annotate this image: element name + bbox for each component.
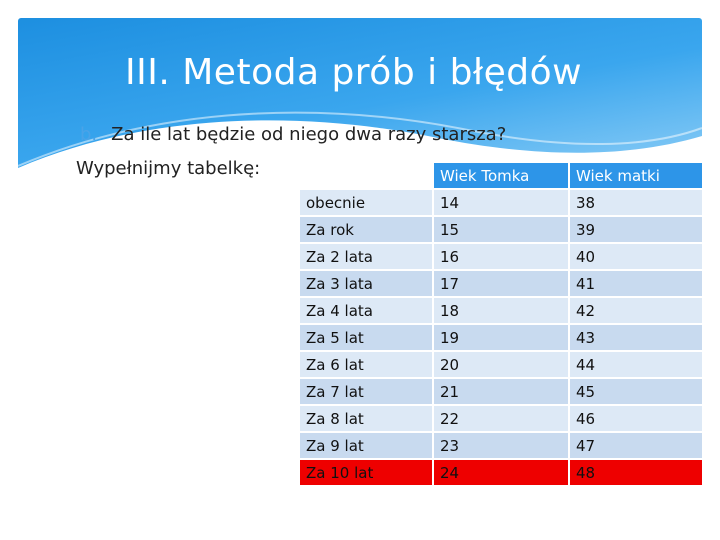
table-body xyxy=(299,189,703,486)
cell-label: Za rok xyxy=(299,216,433,243)
cell-tomek: 22 xyxy=(433,405,569,432)
page-title: III. Metoda prób i błędów xyxy=(125,52,583,93)
header-matka: Wiek matki xyxy=(569,162,703,189)
cell-matka: 39 xyxy=(569,216,703,243)
bullet-question xyxy=(80,124,506,145)
cell-tomek: 24 xyxy=(433,459,569,486)
cell-label: Za 4 lata xyxy=(299,297,433,324)
header-corner xyxy=(299,162,433,189)
table-row xyxy=(299,378,703,405)
cell-tomek: 15 xyxy=(433,216,569,243)
table-row xyxy=(299,432,703,459)
cell-matka: 41 xyxy=(569,270,703,297)
cell-tomek: 17 xyxy=(433,270,569,297)
cell-label: Za 2 lata xyxy=(299,243,433,270)
table-row xyxy=(299,270,703,297)
cell-matka: 40 xyxy=(569,243,703,270)
cell-label: Za 7 lat xyxy=(299,378,433,405)
table-row xyxy=(299,351,703,378)
table-row xyxy=(299,216,703,243)
cell-tomek: 16 xyxy=(433,243,569,270)
cell-tomek: 21 xyxy=(433,378,569,405)
cell-label: Za 10 lat xyxy=(299,459,433,486)
table-row xyxy=(299,459,703,486)
intro-text: Wypełnijmy tabelkę: xyxy=(76,158,261,179)
cell-matka: 44 xyxy=(569,351,703,378)
cell-tomek: 14 xyxy=(433,189,569,216)
cell-matka: 38 xyxy=(569,189,703,216)
header-tomek: Wiek Tomka xyxy=(433,162,569,189)
age-table xyxy=(298,161,704,487)
cell-tomek: 23 xyxy=(433,432,569,459)
table-row xyxy=(299,189,703,216)
cell-matka: 46 xyxy=(569,405,703,432)
table-row xyxy=(299,243,703,270)
table-row xyxy=(299,297,703,324)
cell-matka: 47 xyxy=(569,432,703,459)
cell-matka: 48 xyxy=(569,459,703,486)
cell-label: Za 9 lat xyxy=(299,432,433,459)
table-row xyxy=(299,324,703,351)
table-header-row xyxy=(299,162,703,189)
table-row xyxy=(299,405,703,432)
cell-tomek: 19 xyxy=(433,324,569,351)
cell-tomek: 20 xyxy=(433,351,569,378)
cell-label: Za 6 lat xyxy=(299,351,433,378)
cell-matka: 43 xyxy=(569,324,703,351)
cell-label: obecnie xyxy=(299,189,433,216)
cell-label: Za 3 lata xyxy=(299,270,433,297)
cell-label: Za 8 lat xyxy=(299,405,433,432)
bullet-marker: b. xyxy=(80,124,98,145)
header-wave xyxy=(18,18,702,170)
cell-matka: 42 xyxy=(569,297,703,324)
cell-matka: 45 xyxy=(569,378,703,405)
cell-label: Za 5 lat xyxy=(299,324,433,351)
bullet-text: Za ile lat będzie od niego dwa razy starsza? xyxy=(111,124,507,145)
cell-tomek: 18 xyxy=(433,297,569,324)
